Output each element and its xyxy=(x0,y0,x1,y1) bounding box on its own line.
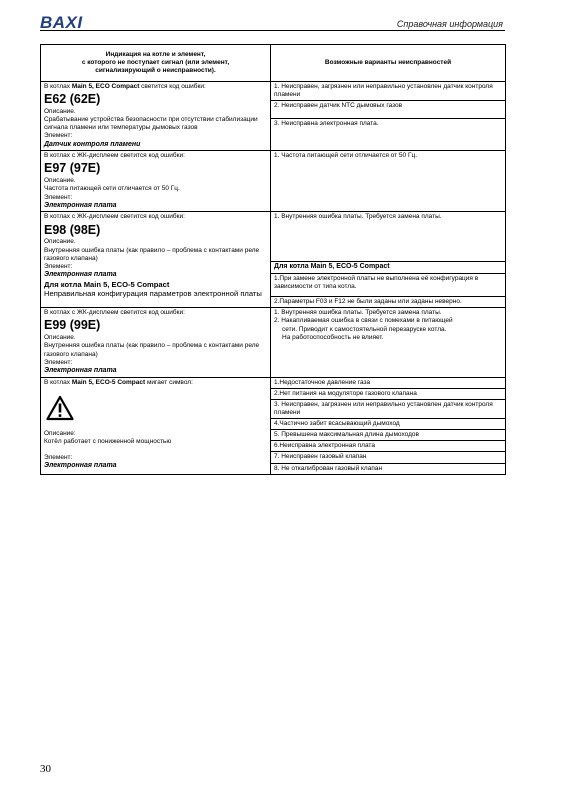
e62-element: Датчик контроля пламени xyxy=(44,140,141,148)
e97-element: Электронная плата xyxy=(44,201,117,209)
e62-desc: Срабатывание устройства безопасности при отсутствии стабилизации сигнала пламени или температуры дымовых газов xyxy=(44,116,258,132)
header-rule xyxy=(40,30,505,31)
e99-cause-2b: сети. Приводит к самостоятельной перезаруске котла. xyxy=(282,325,447,333)
e62-intro-b: светится код ошибки: xyxy=(139,83,206,90)
col2-header: Возможные варианты неисправностей xyxy=(271,45,506,82)
e99-code: E99 (99E) xyxy=(44,318,101,333)
e97-causes xyxy=(271,151,506,212)
e97-indication xyxy=(41,151,271,212)
warn-cause-4: 4.Частично забит всасывающий дымоход xyxy=(271,419,505,430)
e98-main-head: Для котла Main 5, ECO-5 Compact xyxy=(271,262,505,274)
e62-indication xyxy=(41,82,271,151)
table-row xyxy=(41,151,506,212)
e98-intro: В котлах с ЖК-дисплеем светится код ошибки: xyxy=(44,213,185,221)
e99-elem-label: Элемент: xyxy=(44,358,73,366)
warn-cause-2: 2.Нет питания на модуляторе газового клапана xyxy=(271,389,505,400)
section-title: Справочная информация xyxy=(396,19,503,29)
e99-intro: В котлах с ЖК-дисплеем светится код ошибки: xyxy=(44,309,185,317)
warn-desc-label: Описание: xyxy=(44,429,76,437)
e97-desc: Частота питающей сети отличается от 50 Гц. xyxy=(44,185,180,193)
e62-cause-1: 1. Неисправен, загрязнен или неправильно установлен датчик контроля пламени xyxy=(271,82,505,101)
e98-cause-1: 1. Внутренняя ошибка платы. Требуется замена платы. xyxy=(271,212,505,262)
e62-code: E62 (62E) xyxy=(44,92,101,107)
warn-cause-7: 7. Неисправен газовый клапан xyxy=(271,452,505,463)
e97-intro: В котлах с ЖК-дисплеем светится код ошибки: xyxy=(44,152,185,160)
warn-desc: Котёл работает с пониженной мощностью xyxy=(44,437,172,445)
e62-elem-label: Элемент: xyxy=(44,132,73,140)
e98-desc: Внутренняя ошибка платы (как правило – проблема с контактами реле газового клапана) xyxy=(44,246,260,262)
e97-elem-label: Элемент: xyxy=(44,193,73,201)
warn-element: Электронная плата xyxy=(44,462,117,470)
warn-intro-b: мигает символ: xyxy=(145,378,193,386)
warn-intro-model: Main 5, ECO-5 Compact xyxy=(71,378,146,386)
warn-indication xyxy=(41,377,271,474)
warn-cause-1: 1.Недостаточное давление газа xyxy=(271,378,505,389)
warn-intro-a: В котлах xyxy=(44,378,72,386)
warn-cause-3: 3. Неисправен, загрязнен или неправильно установлен датчик контроля пламени xyxy=(271,400,505,419)
table-row xyxy=(41,377,506,474)
col1-header: Индикация на котле и элемент, с которого не поступает сигнал (или элемент, сигнализирующий о неисправности). xyxy=(41,45,271,82)
e97-cause-1: 1. Частота питающей сети отличается от 50 Гц. xyxy=(274,152,418,160)
warn-causes xyxy=(271,377,506,474)
warn-cause-6: 6.Неисправна электронная плата xyxy=(271,441,505,452)
warn-cause-5: 5. Превышена максимальная длина дымоходов xyxy=(271,430,505,441)
e99-cause-2c: На работоспособность не влияет. xyxy=(282,333,384,341)
table-row xyxy=(41,212,506,308)
e99-cause-2a: 2. Накапливаемая ошибка в связи с помехами в питающей xyxy=(274,317,453,325)
fault-table xyxy=(40,44,506,475)
e98-main-desc: Неправильная конфигурация параметров электронной платы xyxy=(44,289,262,299)
warn-elem-label: Элемент: xyxy=(44,454,73,461)
e98-causes xyxy=(271,212,506,308)
e99-cause-1: 1. Внутренняя ошибка платы. Требуется замена платы. xyxy=(274,309,442,317)
e62-cause-3: 3. Неисправна электронная плата. xyxy=(274,120,379,128)
table-row xyxy=(41,308,506,377)
e97-code: E97 (97E) xyxy=(44,161,101,176)
e98-indication xyxy=(41,212,271,308)
baxi-logo: BAXI xyxy=(40,13,83,32)
e99-desc-label: Описание. xyxy=(44,334,76,342)
page-number: 30 xyxy=(40,763,51,775)
e98-cause-3: 2.Параметры F03 и F12 не были заданы или заданы неверно. xyxy=(274,298,462,306)
e98-cause-2: 1.При замене электронной платы не выполнена её конфигурация в зависимости от типа котла. xyxy=(271,274,505,297)
e62-causes xyxy=(271,82,506,151)
table-row xyxy=(41,82,506,151)
e98-desc-label: Описание. xyxy=(44,238,76,246)
e99-causes xyxy=(271,308,506,377)
warn-cause-8: 8. Не откалиброван газовый клапан xyxy=(274,464,383,472)
e99-indication xyxy=(41,308,271,377)
e97-desc-label: Описание. xyxy=(44,177,76,185)
table-header-row xyxy=(41,45,506,82)
e62-intro-a: В котлах xyxy=(44,83,72,90)
e98-elem-label: Элемент: xyxy=(44,262,73,270)
e98-code: E98 (98E) xyxy=(44,222,101,237)
e62-intro-model: Main 5, ECO Compact xyxy=(71,83,140,90)
e99-element: Электронная плата xyxy=(44,366,117,374)
e62-cause-2: 2. Неисправен датчик NTC дымовых газов xyxy=(271,101,505,119)
e99-desc: Внутренняя ошибка платы (как правило – проблема с контактами реле газового клапана) xyxy=(44,342,260,358)
warning-triangle-icon xyxy=(46,395,267,424)
e62-desc-label: Описание. xyxy=(44,108,76,115)
e98-element: Электронная плата xyxy=(44,270,117,278)
e98-main-label: Для котла Main 5, ECO-5 Compact xyxy=(44,279,170,289)
